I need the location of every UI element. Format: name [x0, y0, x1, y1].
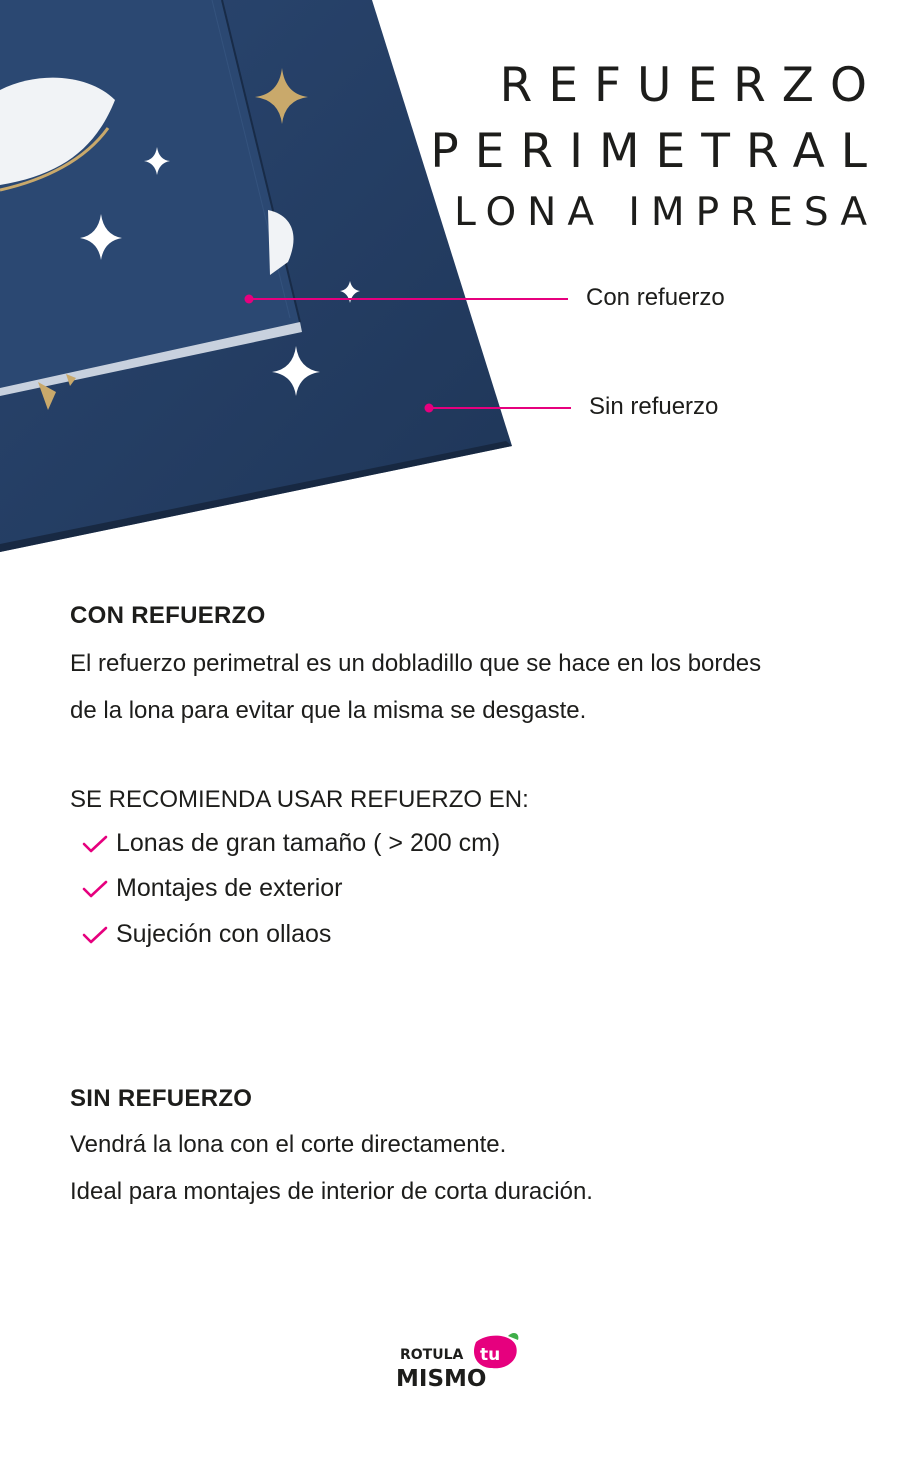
logo-bottom-text: MISMO — [396, 1366, 487, 1392]
title-line-3: LONA IMPRESA — [454, 190, 878, 235]
con-refuerzo-desc-line: de la lona para evitar que la misma se desgaste. — [70, 697, 587, 724]
list-item — [82, 920, 331, 949]
list-item-label: Montajes de exterior — [116, 874, 343, 902]
con-refuerzo-desc-line: El refuerzo perimetral es un dobladillo que se hace en los bordes — [70, 650, 762, 677]
con-refuerzo-heading: CON REFUERZO — [70, 602, 266, 629]
sin-refuerzo-section — [70, 1085, 870, 1113]
con-refuerzo-description — [70, 640, 870, 734]
rotulatumismo-logo — [392, 1328, 522, 1394]
list-item-label: Sujeción con ollaos — [116, 920, 332, 948]
sin-refuerzo-heading: SIN REFUERZO — [70, 1085, 253, 1112]
callout-label-con-refuerzo: Con refuerzo — [586, 284, 725, 311]
title-line-2: PERIMETRAL — [430, 124, 883, 179]
hero-illustration — [0, 0, 915, 560]
list-item-label: Lonas de gran tamaño ( > 200 cm) — [116, 829, 501, 857]
logo-top-text: ROTULA — [400, 1347, 464, 1363]
sin-refuerzo-line: Vendrá la lona con el corte directamente. — [70, 1131, 507, 1158]
logo-badge-text: tu — [480, 1345, 501, 1365]
con-refuerzo-section — [70, 602, 870, 630]
title-line-1: REFUERZO — [499, 58, 883, 113]
check-icon — [82, 834, 108, 854]
recommend-title: SE RECOMIENDA USAR REFUERZO EN: — [70, 786, 529, 813]
sin-refuerzo-line: Ideal para montajes de interior de corta duración. — [70, 1178, 593, 1205]
list-item — [82, 829, 500, 858]
callout-label-sin-refuerzo: Sin refuerzo — [589, 393, 719, 420]
list-item — [82, 874, 343, 903]
check-icon — [82, 925, 108, 945]
check-icon — [82, 879, 108, 899]
sin-refuerzo-description — [70, 1121, 870, 1215]
